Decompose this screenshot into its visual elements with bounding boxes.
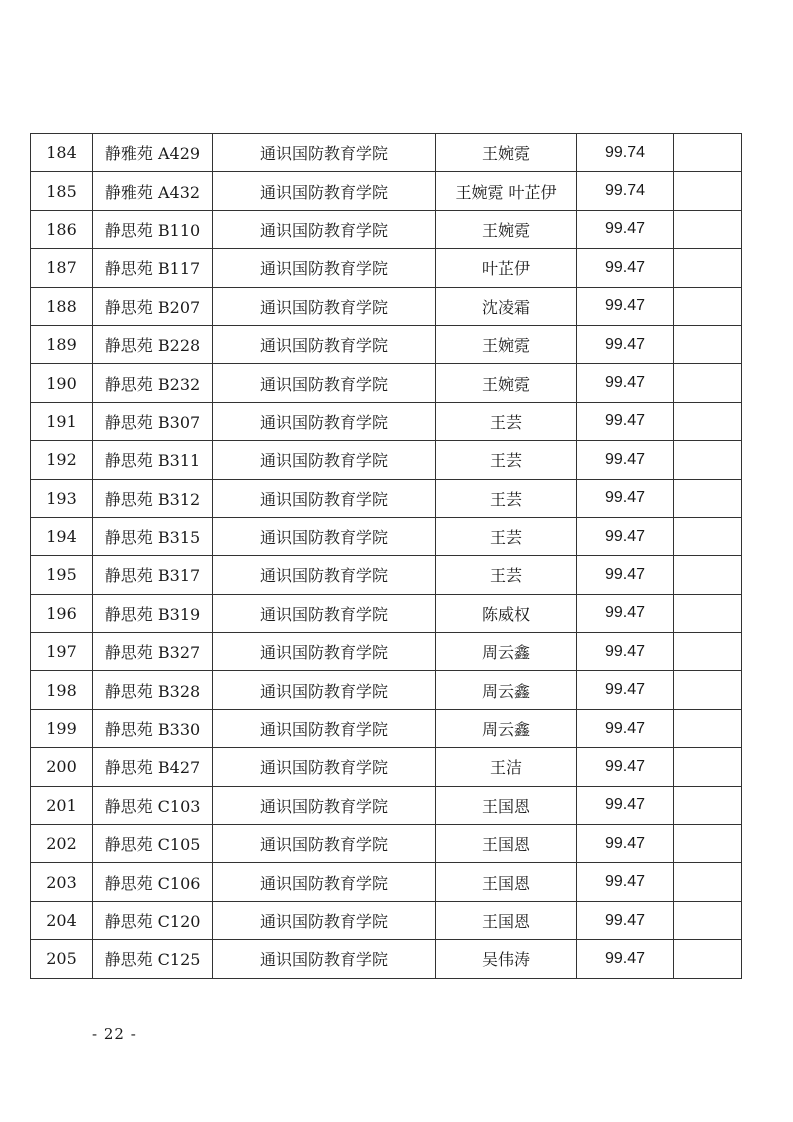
student-name-cell: 王婉霓 — [436, 364, 577, 402]
college-cell: 通识国防教育学院 — [213, 633, 436, 671]
student-name-cell: 王婉霓 — [436, 210, 577, 248]
table-row — [31, 709, 742, 747]
college-cell: 通识国防教育学院 — [213, 556, 436, 594]
table-row — [31, 748, 742, 786]
page-number: - 22 - — [92, 1025, 137, 1043]
room-cell: 静思苑 B311 — [93, 441, 213, 479]
row-number-cell: 205 — [31, 940, 93, 978]
college-cell: 通识国防教育学院 — [213, 249, 436, 287]
note-cell — [674, 748, 742, 786]
student-name-cell: 周云鑫 — [436, 633, 577, 671]
note-cell — [674, 940, 742, 978]
student-name-cell: 周云鑫 — [436, 671, 577, 709]
student-name-cell: 王国恩 — [436, 786, 577, 824]
college-cell: 通识国防教育学院 — [213, 594, 436, 632]
table-row — [31, 441, 742, 479]
student-name-cell: 王国恩 — [436, 863, 577, 901]
student-name-cell: 王芸 — [436, 402, 577, 440]
row-number-cell: 188 — [31, 287, 93, 325]
college-cell: 通识国防教育学院 — [213, 172, 436, 210]
room-cell: 静思苑 B328 — [93, 671, 213, 709]
note-cell — [674, 287, 742, 325]
row-number-cell: 203 — [31, 863, 93, 901]
row-number-cell: 199 — [31, 709, 93, 747]
score-cell: 99.47 — [577, 671, 674, 709]
college-cell: 通识国防教育学院 — [213, 134, 436, 172]
college-cell: 通识国防教育学院 — [213, 364, 436, 402]
row-number-cell: 195 — [31, 556, 93, 594]
room-cell: 静思苑 C125 — [93, 940, 213, 978]
table-row — [31, 134, 742, 172]
college-cell: 通识国防教育学院 — [213, 748, 436, 786]
score-cell: 99.47 — [577, 748, 674, 786]
table-row — [31, 479, 742, 517]
college-cell: 通识国防教育学院 — [213, 709, 436, 747]
table-row — [31, 249, 742, 287]
college-cell: 通识国防教育学院 — [213, 671, 436, 709]
room-cell: 静思苑 B117 — [93, 249, 213, 287]
note-cell — [674, 210, 742, 248]
note-cell — [674, 901, 742, 939]
room-cell: 静思苑 C103 — [93, 786, 213, 824]
room-cell: 静思苑 C120 — [93, 901, 213, 939]
note-cell — [674, 441, 742, 479]
student-name-cell: 王芸 — [436, 479, 577, 517]
row-number-cell: 191 — [31, 402, 93, 440]
college-cell: 通识国防教育学院 — [213, 786, 436, 824]
note-cell — [674, 249, 742, 287]
table-row — [31, 633, 742, 671]
note-cell — [674, 786, 742, 824]
table-row — [31, 210, 742, 248]
row-number-cell: 201 — [31, 786, 93, 824]
note-cell — [674, 863, 742, 901]
room-cell: 静思苑 B110 — [93, 210, 213, 248]
row-number-cell: 193 — [31, 479, 93, 517]
note-cell — [674, 364, 742, 402]
note-cell — [674, 479, 742, 517]
table-row — [31, 863, 742, 901]
table-row — [31, 594, 742, 632]
score-cell: 99.47 — [577, 364, 674, 402]
row-number-cell: 185 — [31, 172, 93, 210]
score-cell: 99.47 — [577, 325, 674, 363]
score-cell: 99.47 — [577, 594, 674, 632]
row-number-cell: 204 — [31, 901, 93, 939]
student-name-cell: 王芸 — [436, 517, 577, 555]
score-cell: 99.74 — [577, 134, 674, 172]
college-cell: 通识国防教育学院 — [213, 901, 436, 939]
row-number-cell: 197 — [31, 633, 93, 671]
college-cell: 通识国防教育学院 — [213, 940, 436, 978]
note-cell — [674, 825, 742, 863]
college-cell: 通识国防教育学院 — [213, 210, 436, 248]
score-cell: 99.47 — [577, 287, 674, 325]
score-cell: 99.47 — [577, 249, 674, 287]
room-cell: 静思苑 B330 — [93, 709, 213, 747]
score-cell: 99.47 — [577, 940, 674, 978]
row-number-cell: 196 — [31, 594, 93, 632]
college-cell: 通识国防教育学院 — [213, 402, 436, 440]
table-row — [31, 901, 742, 939]
note-cell — [674, 134, 742, 172]
room-cell: 静思苑 B207 — [93, 287, 213, 325]
note-cell — [674, 633, 742, 671]
college-cell: 通识国防教育学院 — [213, 287, 436, 325]
student-name-cell: 王婉霓 叶芷伊 — [436, 172, 577, 210]
table-row — [31, 517, 742, 555]
score-cell: 99.47 — [577, 825, 674, 863]
college-cell: 通识国防教育学院 — [213, 517, 436, 555]
row-number-cell: 190 — [31, 364, 93, 402]
room-cell: 静思苑 B319 — [93, 594, 213, 632]
table-row — [31, 325, 742, 363]
table-row — [31, 287, 742, 325]
room-cell: 静思苑 B327 — [93, 633, 213, 671]
note-cell — [674, 709, 742, 747]
student-name-cell: 王芸 — [436, 556, 577, 594]
college-cell: 通识国防教育学院 — [213, 825, 436, 863]
row-number-cell: 200 — [31, 748, 93, 786]
row-number-cell: 186 — [31, 210, 93, 248]
room-cell: 静思苑 B228 — [93, 325, 213, 363]
score-cell: 99.47 — [577, 517, 674, 555]
room-cell: 静思苑 B315 — [93, 517, 213, 555]
table-row — [31, 172, 742, 210]
row-number-cell: 202 — [31, 825, 93, 863]
row-number-cell: 198 — [31, 671, 93, 709]
table-row — [31, 402, 742, 440]
student-name-cell: 王国恩 — [436, 901, 577, 939]
score-cell: 99.47 — [577, 556, 674, 594]
room-cell: 静思苑 B307 — [93, 402, 213, 440]
college-cell: 通识国防教育学院 — [213, 479, 436, 517]
table-row — [31, 825, 742, 863]
table-row — [31, 940, 742, 978]
college-cell: 通识国防教育学院 — [213, 441, 436, 479]
student-name-cell: 王芸 — [436, 441, 577, 479]
note-cell — [674, 325, 742, 363]
note-cell — [674, 517, 742, 555]
student-name-cell: 王国恩 — [436, 825, 577, 863]
note-cell — [674, 671, 742, 709]
note-cell — [674, 594, 742, 632]
table-body — [31, 134, 742, 979]
student-name-cell: 叶芷伊 — [436, 249, 577, 287]
student-name-cell: 沈凌霜 — [436, 287, 577, 325]
college-cell: 通识国防教育学院 — [213, 325, 436, 363]
student-name-cell: 王婉霓 — [436, 325, 577, 363]
score-cell: 99.47 — [577, 786, 674, 824]
score-cell: 99.74 — [577, 172, 674, 210]
room-cell: 静思苑 C106 — [93, 863, 213, 901]
note-cell — [674, 402, 742, 440]
table-row — [31, 556, 742, 594]
student-name-cell: 王婉霓 — [436, 134, 577, 172]
student-name-cell: 王洁 — [436, 748, 577, 786]
table-row — [31, 364, 742, 402]
dormitory-score-table — [30, 133, 742, 979]
room-cell: 静雅苑 A432 — [93, 172, 213, 210]
score-cell: 99.47 — [577, 709, 674, 747]
room-cell: 静思苑 C105 — [93, 825, 213, 863]
table-row — [31, 786, 742, 824]
room-cell: 静思苑 B317 — [93, 556, 213, 594]
row-number-cell: 189 — [31, 325, 93, 363]
college-cell: 通识国防教育学院 — [213, 863, 436, 901]
student-name-cell: 吴伟涛 — [436, 940, 577, 978]
student-name-cell: 陈威权 — [436, 594, 577, 632]
row-number-cell: 184 — [31, 134, 93, 172]
student-name-cell: 周云鑫 — [436, 709, 577, 747]
score-cell: 99.47 — [577, 402, 674, 440]
room-cell: 静思苑 B427 — [93, 748, 213, 786]
score-cell: 99.47 — [577, 633, 674, 671]
score-cell: 99.47 — [577, 479, 674, 517]
score-cell: 99.47 — [577, 441, 674, 479]
score-cell: 99.47 — [577, 210, 674, 248]
score-cell: 99.47 — [577, 901, 674, 939]
room-cell: 静思苑 B232 — [93, 364, 213, 402]
note-cell — [674, 556, 742, 594]
row-number-cell: 194 — [31, 517, 93, 555]
table-row — [31, 671, 742, 709]
room-cell: 静雅苑 A429 — [93, 134, 213, 172]
row-number-cell: 192 — [31, 441, 93, 479]
room-cell: 静思苑 B312 — [93, 479, 213, 517]
note-cell — [674, 172, 742, 210]
score-cell: 99.47 — [577, 863, 674, 901]
row-number-cell: 187 — [31, 249, 93, 287]
